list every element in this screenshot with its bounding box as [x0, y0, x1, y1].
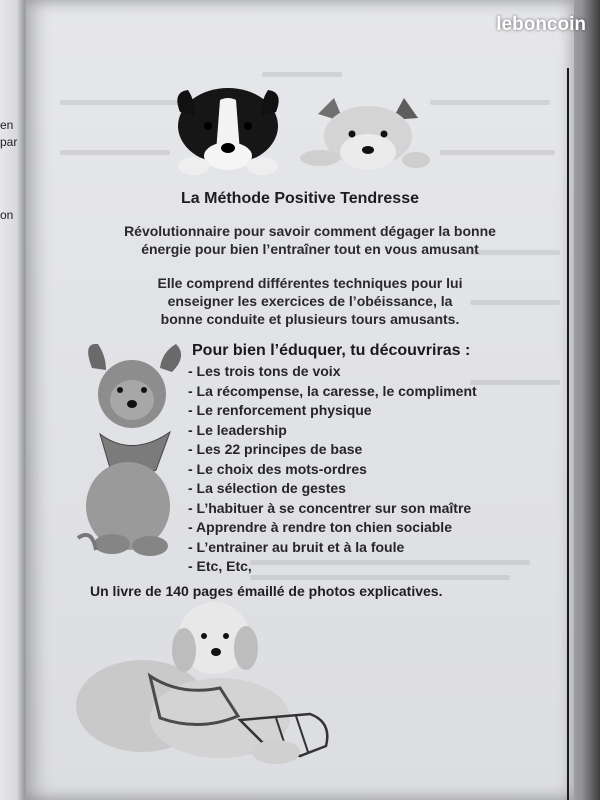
intro-line: énergie pour bien l’entraîner tout en vous amusant — [141, 241, 479, 257]
description-line: bonne conduite et plusieurs tours amusants. — [160, 311, 460, 327]
list-item: - La sélection de gestes — [188, 480, 346, 496]
left-page-edge — [0, 0, 24, 800]
discoveries-list — [188, 362, 477, 577]
list-item: - Le renforcement physique — [188, 402, 372, 418]
description-line: Elle comprend différentes techniques pour lui — [157, 275, 463, 291]
yorkshire-terrier-photo — [72, 338, 190, 558]
description-line: enseigner les exercices de l’obéissance, la — [167, 293, 453, 309]
leboncoin-logo: leboncoin — [496, 14, 586, 35]
border-collie-photo — [168, 82, 288, 178]
page-title: La Méthode Positive Tendresse — [181, 190, 419, 207]
left-page-fragment: en — [0, 118, 14, 132]
list-item: - Les trois tons de voix — [188, 363, 341, 379]
left-page-fragment: on — [0, 208, 14, 222]
page-right-rule — [567, 68, 569, 800]
list-item: - L’habituer à se concentrer sur son maître — [188, 499, 472, 516]
list-item: - Les 22 principes de base — [188, 441, 363, 457]
poodle-photo — [70, 596, 340, 778]
list-item: - La récompense, la caresse, le compliment — [188, 382, 477, 399]
list-item: - Etc, Etc, — [188, 558, 252, 574]
list-item: - Le choix des mots-ordres — [188, 460, 367, 477]
intro-line: Révolutionnaire pour savoir comment dégager la bonne — [124, 223, 496, 239]
left-page-fragment: par — [0, 135, 18, 149]
list-heading: Pour bien l’éduquer, tu découvriras : — [192, 342, 471, 359]
list-item: - Le leadership — [188, 421, 287, 438]
intro-paragraph — [60, 222, 560, 258]
description-paragraph — [60, 274, 560, 328]
list-item: - Apprendre à rendre ton chien sociable — [188, 519, 452, 535]
terrier-photo — [300, 96, 432, 176]
list-item: - L’entrainer au bruit et à la foule — [188, 538, 405, 555]
book-footer-note: Un livre de 140 pages émaillé de photos explicatives. — [90, 583, 443, 599]
